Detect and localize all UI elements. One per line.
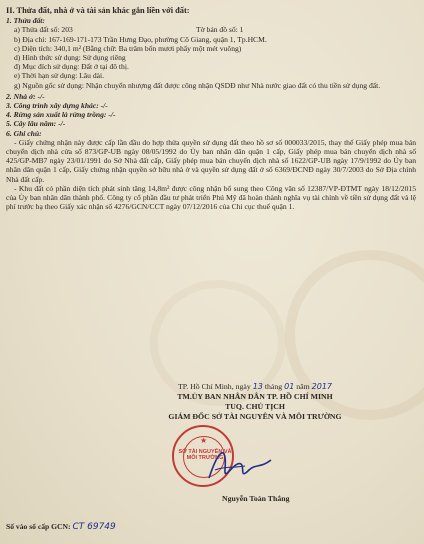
org-line-2: TUQ. CHỦ TỊCH [225, 402, 285, 411]
signer-name: Nguyễn Toàn Thắng [222, 494, 290, 503]
house-line: 2. Nhà ở: -/- [6, 91, 45, 101]
address: b) Địa chỉ: 167-169-171-173 Trần Hưng Đạo, phường Cô Giang, quận 1, Tp.HCM. [14, 34, 267, 44]
land-heading: 1. Thửa đất: [6, 16, 45, 26]
place-date-prefix: TP. Hồ Chí Minh, ngày [177, 382, 251, 391]
serial-number [6, 522, 116, 532]
place-date [90, 382, 420, 392]
notes-heading: 6. Ghi chú: [6, 128, 42, 138]
map-sheet-number: Tờ bản đồ số: 1 [196, 25, 244, 35]
date-day: 13 [252, 382, 263, 391]
use-term: e) Thời hạn sử dụng: Lâu dài. [14, 71, 105, 81]
land-origin: g) Nguồn gốc sử dụng: Nhận chuyển nhượng đất được công nhận QSDĐ như Nhà nước giao đất có thu tiền sử dụng đất. [14, 80, 381, 90]
note-paragraph: - Khu đất có phần diện tích phát sinh tăng 14,8m² được công nhận bổ sung theo Công văn số 12387/VP-ĐTMT ngày 18/12/2015 của Ủy ban nhân dân thành phố. Công ty cổ phần đầu tư phát triển Phú Mỹ đã hoàn thành nghĩa vụ tài chính về tiền sử dụng đất và lệ phí trước bạ theo Giấy xác nhận số 4276/GCN/CCT ngày 07/12/2016 của Chi cục thuế quận 1. [6, 183, 416, 212]
star-icon: ★ [200, 436, 208, 445]
forest-line: 4. Rừng sản xuất là rừng trồng: -/- [6, 110, 116, 120]
handwritten-signature [205, 440, 275, 490]
parcel-number: a) Thửa đất số: 203 [14, 25, 73, 35]
section-heading: II. Thửa đất, nhà ở và tài sản khác gắn liền với đất: [6, 6, 190, 15]
stamp-text: SỞ TÀI NGUYÊN VÀ MÔI TRƯỜNG [178, 449, 232, 461]
area: c) Diện tích: 340,1 m² (Bằng chữ: Ba trăm bốn mươi phẩy một mét vuông) [14, 43, 242, 53]
org-line-3: GIÁM ĐỐC SỞ TÀI NGUYÊN VÀ MÔI TRƯỜNG [168, 412, 342, 421]
note-paragraph: - Giấy chứng nhận này được cấp lần đầu do hợp thửa quyền sử dụng đất theo hồ sơ số 000033/2015, thay thế Giấy phép mua bán chuyển dịch nhà cửa số 873/GP-UB ngày 08/05/1992 do Ủy ban nhân dân quận 1 cấp, Giấy phép mua bán chuyển dịch nhà số 425/GP-MB7 ngày 23/01/1991 do Sở Nhà đất cấp, Giấy phép mua bán chuyển dịch nhà số 1622/GP-UB ngày 17/9/1992 do Ủy ban nhân dân quận 1 cấp, Giấy chứng nhận quyền sở hữu nhà ở và quyền sử dụng đất ở số 6369/ĐCNĐ ngày 30/7/2003 do Sở Địa chính Nhà đất cấp. [6, 137, 416, 184]
parcel-row [6, 25, 416, 34]
org-line-1: TM.ỦY BAN NHÂN DÂN TP. HỒ CHÍ MINH [177, 392, 333, 401]
use-form: d) Hình thức sử dụng: Sử dụng riêng [14, 53, 126, 63]
serial-value: CT 69749 [72, 522, 116, 532]
perennial-line: 5. Cây lâu năm: -/- [6, 119, 66, 129]
month-label: tháng [264, 382, 283, 391]
document-body [6, 6, 416, 211]
date-year: 2017 [311, 382, 333, 391]
year-label: năm [296, 382, 310, 391]
serial-label: Số vào sổ cấp GCN: [6, 522, 71, 531]
use-purpose: đ) Mục đích sử dụng: Đất ở tại đô thị. [14, 62, 129, 72]
date-month: 01 [284, 382, 295, 391]
construction-line: 3. Công trình xây dựng khác: -/- [6, 101, 108, 111]
signature-block [90, 382, 420, 422]
